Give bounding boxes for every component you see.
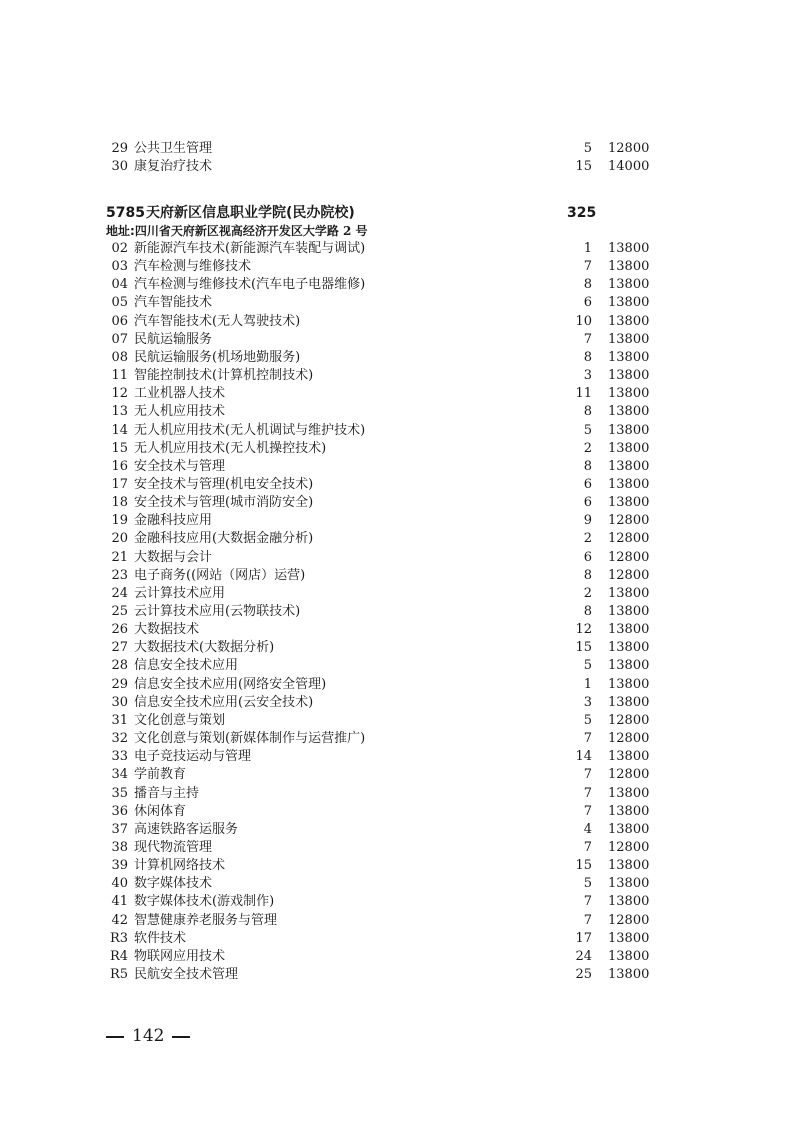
table-row [0,367,794,385]
major-name: 大数据与会计 [134,549,213,565]
major-name: 无人机应用技术 [134,404,226,420]
major-name: 信息安全技术应用(云安全技术) [134,694,314,710]
major-code: 12 [111,386,128,402]
major-code: R3 [109,930,128,946]
enrollment-count: 2 [583,531,592,547]
tuition-fee: 13800 [608,858,650,874]
table-row [0,385,794,403]
major-name: 新能源汽车技术(新能源汽车装配与调试) [134,241,366,256]
enrollment-count: 12 [575,622,592,638]
enrollment-count: 8 [583,404,592,420]
major-name: 文化创意与策划 [134,712,226,728]
major-code: 19 [111,513,128,529]
major-name: 云计算技术应用 [134,585,226,601]
table-row [0,458,794,476]
enrollment-count: 25 [575,967,592,982]
tuition-fee: 13800 [608,368,650,384]
major-name: 计算机网络技术 [134,858,226,874]
major-code: 39 [111,858,128,874]
table-row [0,821,794,839]
tuition-fee: 13800 [608,948,650,964]
tuition-fee: 12800 [608,141,650,156]
major-code: 30 [111,694,128,710]
major-name: 汽车智能技术(无人驾驶技术) [134,313,301,329]
tuition-fee: 13800 [608,658,650,674]
table-row [0,331,794,349]
tuition-fee: 12800 [608,731,650,747]
enrollment-count: 6 [583,476,592,492]
major-name: 电子商务((网站（网店）运营) [134,567,306,583]
tuition-fee: 13800 [608,241,650,256]
major-code: 03 [111,259,128,275]
tuition-fee: 13800 [608,386,650,402]
enrollment-count: 14 [575,749,592,765]
table-row [0,857,794,875]
enrollment-count: 24 [575,948,592,964]
table-row [0,403,794,421]
enrollment-count: 8 [583,604,592,619]
enrollment-count: 17 [575,930,592,946]
major-code: R5 [109,967,128,982]
tuition-fee: 13800 [608,495,650,511]
major-name: 康复治疗技术 [134,159,213,175]
major-code: 28 [111,658,128,674]
school-header [0,203,794,223]
major-name: 智能控制技术(计算机控制技术) [134,368,314,384]
enrollment-count: 5 [583,422,592,438]
tuition-fee: 13800 [608,821,650,837]
major-code: 42 [111,912,128,928]
tuition-fee: 13800 [608,749,650,765]
table-row [0,839,794,857]
enrollment-count: 5 [583,658,592,674]
tuition-fee: 12800 [608,567,650,583]
major-name: 信息安全技术应用(网络安全管理) [134,676,327,692]
major-code: 04 [111,277,128,293]
enrollment-count: 7 [583,767,592,783]
enrollment-count: 2 [583,585,592,601]
major-name: 信息安全技术应用 [134,658,239,674]
table-row [0,530,794,548]
tuition-fee: 13800 [608,295,650,311]
enrollment-count: 7 [583,331,592,347]
major-name: 无人机应用技术(无人机操控技术) [134,440,327,456]
major-code: 29 [111,141,128,156]
tuition-fee: 12800 [608,531,650,547]
table-row [0,930,794,948]
table-row [0,966,794,984]
enrollment-count: 7 [583,259,592,275]
major-code: 05 [111,295,128,311]
major-code: 31 [111,712,128,728]
major-code: 34 [111,767,128,783]
tuition-fee: 13800 [608,476,650,492]
tuition-fee: 13800 [608,585,650,601]
tuition-fee: 13800 [608,640,650,656]
enrollment-count: 7 [583,785,592,801]
major-code: 35 [111,785,128,801]
major-name: 大数据技术(大数据分析) [134,640,275,656]
table-row [0,694,794,712]
major-code: 08 [111,349,128,365]
major-code: 15 [111,440,128,456]
enrollment-count: 1 [583,241,592,256]
tuition-fee: 13800 [608,277,650,293]
enrollment-count: 8 [583,458,592,474]
tuition-fee: 13800 [608,930,650,946]
major-code: R4 [109,948,128,964]
address-text: 四川省天府新区视高经济开发区大学路 2 号 [134,224,368,238]
major-code: 02 [111,241,128,256]
enrollment-count: 5 [583,141,592,156]
enrollment-count: 4 [583,821,592,837]
major-name: 播音与主持 [134,785,200,801]
major-name: 工业机器人技术 [134,386,226,402]
enrollment-count: 6 [583,549,592,565]
tuition-fee: 13800 [608,458,650,474]
major-name: 物联网应用技术 [134,948,226,964]
school-total-quota: 325 [567,205,597,221]
enrollment-count: 7 [583,839,592,855]
table-row [0,512,794,530]
enrollment-count: 7 [583,731,592,747]
table-row [0,140,794,158]
tuition-fee: 13800 [608,967,650,982]
page-number: 142 [132,1026,165,1046]
footer-dash-right [172,1036,190,1038]
table-row [0,785,794,803]
page-footer [106,1024,190,1048]
table-row [0,313,794,331]
major-code: 06 [111,313,128,329]
table-row [0,639,794,657]
school-address [106,222,368,240]
tuition-fee: 13800 [608,694,650,710]
enrollment-count: 3 [583,694,592,710]
major-name: 安全技术与管理(城市消防安全) [134,495,314,511]
major-name: 高速铁路客运服务 [134,821,239,837]
tuition-fee: 13800 [608,604,650,619]
table-row [0,440,794,458]
enrollment-count: 3 [583,368,592,384]
major-name: 金融科技应用(大数据金融分析) [134,531,314,547]
table-row [0,730,794,748]
major-code: 25 [111,604,128,619]
tuition-fee: 13800 [608,894,650,910]
tuition-fee: 13800 [608,440,650,456]
major-code: 33 [111,749,128,765]
tuition-fee: 13800 [608,404,650,420]
table-row [0,276,794,294]
major-name: 数字媒体技术(游戏制作) [134,894,275,910]
major-code: 11 [111,368,128,384]
enrollment-count: 7 [583,912,592,928]
table-row [0,567,794,585]
major-code: 30 [111,159,128,175]
major-name: 安全技术与管理(机电安全技术) [134,476,314,492]
enrollment-count: 15 [575,858,592,874]
table-row [0,158,794,176]
major-code: 18 [111,495,128,511]
table-row [0,603,794,621]
major-name: 现代物流管理 [134,839,213,855]
major-name: 安全技术与管理 [134,458,226,474]
tuition-fee: 12800 [608,549,650,565]
major-name: 大数据技术 [134,622,200,638]
tuition-fee: 13800 [608,785,650,801]
enrollment-count: 8 [583,567,592,583]
table-row [0,258,794,276]
table-row [0,494,794,512]
table-row [0,748,794,766]
tuition-fee: 13800 [608,422,650,438]
table-row [0,766,794,784]
major-code: 16 [111,458,128,474]
tuition-fee: 13800 [608,876,650,892]
major-code: 32 [111,731,128,747]
major-code: 29 [111,676,128,692]
enrollment-count: 9 [583,513,592,529]
enrollment-count: 8 [583,349,592,365]
tuition-fee: 12800 [608,513,650,529]
major-code: 23 [111,567,128,583]
table-row [0,676,794,694]
major-name: 汽车智能技术 [134,295,213,311]
major-name: 休闲体育 [134,803,187,819]
major-name: 数字媒体技术 [134,876,213,892]
major-code: 14 [111,422,128,438]
major-name: 汽车检测与维修技术 [134,259,252,275]
table-row [0,549,794,567]
enrollment-count: 15 [575,159,592,175]
tuition-fee: 12800 [608,767,650,783]
table-row [0,294,794,312]
school-name: 天府新区信息职业学院(民办院校) [146,205,355,221]
footer-dash-left [106,1036,124,1038]
enrollment-count: 15 [575,640,592,656]
enrollment-count: 1 [583,676,592,692]
table-row [0,476,794,494]
enrollment-count: 7 [583,894,592,910]
table-row [0,621,794,639]
enrollment-count: 5 [583,712,592,728]
major-code: 36 [111,803,128,819]
major-code: 20 [111,531,128,547]
table-row [0,803,794,821]
major-name: 民航运输服务(机场地勤服务) [134,349,301,365]
table-row [0,349,794,367]
major-name: 软件技术 [134,930,187,946]
school-code: 5785 [106,205,145,221]
tuition-fee: 13800 [608,313,650,329]
major-code: 38 [111,839,128,855]
enrollment-count: 2 [583,440,592,456]
enrollment-count: 10 [575,313,592,329]
tuition-fee: 12800 [608,839,650,855]
tuition-fee: 13800 [608,676,650,692]
enrollment-count: 6 [583,295,592,311]
major-name: 电子竞技运动与管理 [134,749,252,765]
major-name: 无人机应用技术(无人机调试与维护技术) [134,422,366,438]
table-row [0,893,794,911]
table-row [0,948,794,966]
address-label: 地址: [106,224,135,238]
major-code: 13 [111,404,128,420]
major-name: 文化创意与策划(新媒体制作与运营推广) [134,731,366,747]
major-name: 公共卫生管理 [134,141,213,156]
enrollment-count: 5 [583,876,592,892]
major-code: 40 [111,876,128,892]
major-code: 21 [111,549,128,565]
major-code: 41 [111,894,128,910]
enrollment-count: 11 [575,386,592,402]
tuition-fee: 13800 [608,349,650,365]
major-name: 汽车检测与维修技术(汽车电子电器维修) [134,277,366,293]
major-code: 24 [111,585,128,601]
table-row [0,422,794,440]
enrollment-count: 6 [583,495,592,511]
major-code: 17 [111,476,128,492]
tuition-fee: 12800 [608,912,650,928]
major-name: 金融科技应用 [134,513,213,529]
table-row [0,712,794,730]
major-name: 智慧健康养老服务与管理 [134,912,278,928]
tuition-fee: 13800 [608,622,650,638]
tuition-fee: 13800 [608,331,650,347]
tuition-fee: 12800 [608,712,650,728]
major-code: 27 [111,640,128,656]
table-row [0,657,794,675]
tuition-fee: 13800 [608,803,650,819]
major-name: 民航运输服务 [134,331,213,347]
table-row [0,240,794,258]
major-code: 26 [111,622,128,638]
major-code: 07 [111,331,128,347]
tuition-fee: 14000 [608,159,650,175]
enrollment-count: 8 [583,277,592,293]
enrollment-count: 7 [583,803,592,819]
major-name: 民航安全技术管理 [134,967,239,982]
table-row [0,585,794,603]
table-row [0,875,794,893]
major-name: 云计算技术应用(云物联技术) [134,604,301,619]
table-row [0,912,794,930]
tuition-fee: 13800 [608,259,650,275]
major-name: 学前教育 [134,767,187,783]
major-code: 37 [111,821,128,837]
